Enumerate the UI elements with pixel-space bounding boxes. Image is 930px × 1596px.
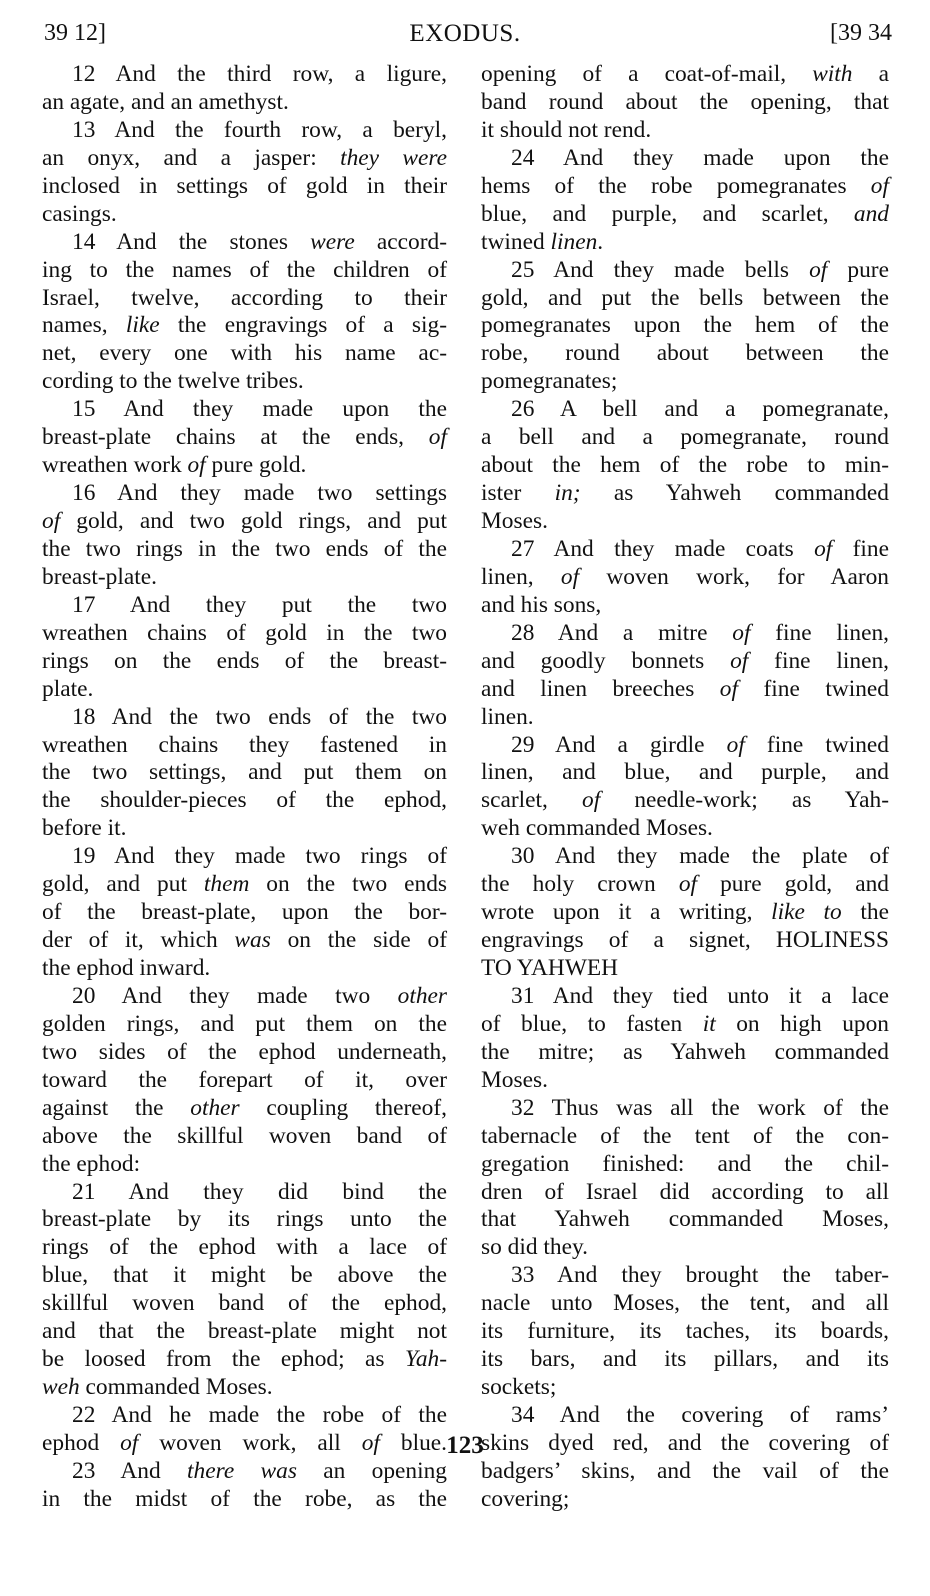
text-line: 20 And they made two other [72,982,447,1009]
text-line: opening of a coat-of-mail, with a [481,61,889,87]
text-line: 29 And a girdle of fine twined [511,731,889,758]
text-line: Israel, twelve, according to their [42,284,447,311]
text-line: wreathen chains of gold in the two [42,619,447,646]
text-line: of blue, to fasten it on high upon [481,1010,889,1037]
text-line: gold, and put them on the two ends [42,871,447,898]
text-line: a bell and a pomegranate, round [481,424,889,451]
text-line: blue, that it might be above the [42,1262,447,1289]
text-line: so did they. [481,1234,588,1261]
text-line: ister in; as Yahweh commanded [481,480,889,507]
text-line: 16 And they made two settings [72,480,447,507]
text-line: blue, and purple, and scarlet, and [481,200,889,227]
text-line: and linen breeches of fine twined [481,675,889,702]
text-line: weh commanded Moses. [481,815,713,842]
text-line: nacle unto Moses, the tent, and all [481,1290,889,1317]
text-line: pomegranates upon the hem of the [481,312,889,339]
text-line: its bars, and its pillars, and its [481,1346,889,1373]
text-line: inclosed in settings of gold in their [42,172,447,199]
left-text-column [42,61,447,1514]
text-line: band round about the opening, that [481,88,889,115]
text-line: weh commanded Moses. [42,1374,273,1401]
text-line: be loosed from the ephod; as Yah- [42,1346,447,1373]
right-text-column [481,61,889,1514]
text-line: gregation finished: and the chil- [481,1150,889,1177]
text-line: an agate, and an amethyst. [42,88,289,115]
text-line: 12 And the third row, a ligure, [72,61,447,87]
text-line: names, like the engravings of a sig- [42,312,448,339]
text-line: 27 And they made coats of fine [511,535,890,562]
text-line: scarlet, of needle-work; as Yah- [481,787,889,814]
text-line: 15 And they made upon the [72,396,447,423]
text-line: 30 And they made the plate of [511,843,889,870]
text-line: against the other coupling thereof, [42,1094,447,1121]
text-line: linen. [481,703,534,730]
text-line: wrote upon it a writing, like to the [481,899,889,926]
text-line: 33 And they brought the taber- [511,1262,889,1289]
text-line: its furniture, its taches, its boards, [481,1318,889,1345]
text-line: skillful woven band of the ephod, [42,1290,447,1317]
text-line: the two rings in the two ends of the [42,535,447,562]
text-line: 34 And the covering of rams’ [511,1402,889,1428]
header-verse-range-end: [39 34 [830,20,892,46]
text-line: TO YAHWEH [481,955,619,981]
text-line: 24 And they made upon the [511,144,889,171]
text-line: and goodly bonnets of fine linen, [481,647,889,674]
text-line: wreathen chains they fastened in [42,731,447,758]
text-line: golden rings, and put them on the [42,1010,447,1037]
text-line: 19 And they made two rings of [72,843,447,870]
text-line: pomegranates; [481,368,618,395]
text-line: 23 And there was an opening [72,1457,447,1484]
text-line: twined linen. [481,228,604,255]
text-line: of the breast-plate, upon the bor- [42,899,447,926]
text-line: about the hem of the robe to min- [481,452,889,479]
text-line: ing to the names of the children of [42,256,447,283]
text-line: plate. [42,675,94,702]
text-line: 14 And the stones were accord- [72,228,447,255]
header-verse-range-start: 39 12] [44,20,106,46]
text-line: the ephod: [42,1150,141,1177]
running-header [0,20,930,50]
text-line: before it. [42,815,127,842]
book-title: EXODUS. [409,20,521,47]
text-line: Moses. [481,1066,548,1093]
text-line: the holy crown of pure gold, and [481,871,889,898]
text-line: breast-plate by its rings unto the [42,1206,447,1233]
text-line: the two settings, and put them on [42,759,447,786]
text-line: der of it, which was on the side of [42,927,447,954]
text-line: Moses. [481,508,548,534]
text-line: the shoulder-pieces of the ephod, [42,787,447,814]
text-line: breast-plate. [42,563,157,590]
text-line: ephod of woven work, all of blue. [42,1429,447,1456]
text-line: badgers’ skins, and the vail of the [481,1457,889,1484]
text-line: above the skillful woven band of [42,1122,447,1149]
text-line: and his sons, [481,591,602,618]
text-line: linen, and blue, and purple, and [481,759,889,786]
text-line: an onyx, and a jasper: they were [42,144,448,171]
text-line: that Yahweh commanded Moses, [481,1206,889,1233]
text-line: skins dyed red, and the covering of [481,1429,889,1456]
text-line: of gold, and two gold rings, and put [42,508,447,534]
text-line: breast-plate chains at the ends, of [42,424,447,451]
text-line: hems of the robe pomegranates of [481,172,889,199]
text-line: robe, round about between the [481,340,889,367]
text-line: 31 And they tied unto it a lace [511,982,889,1009]
text-line: dren of Israel did according to all [481,1178,889,1205]
text-line: 13 And the fourth row, a beryl, [72,116,447,143]
text-line: toward the forepart of it, over [42,1066,447,1093]
text-line: 17 And they put the two [72,591,447,618]
text-line: and that the breast-plate might not [42,1318,447,1345]
text-line: gold, and put the bells between the [481,284,889,311]
text-line: 21 And they did bind the [72,1178,447,1205]
text-line: 18 And the two ends of the two [72,703,447,730]
text-line: casings. [42,200,117,227]
text-line: tabernacle of the tent of the con- [481,1122,889,1149]
text-line: cording to the twelve tribes. [42,368,304,395]
text-line: engravings of a signet, HOLINESS [481,927,889,954]
text-line: net, every one with his name ac- [42,340,447,367]
text-line: linen, of woven work, for Aaron [481,563,890,590]
text-line: the ephod inward. [42,955,211,981]
text-line: the mitre; as Yahweh commanded [481,1038,889,1065]
text-line: 22 And he made the robe of the [72,1402,447,1428]
text-line: wreathen work of pure gold. [42,452,307,479]
text-line: 26 A bell and a pomegranate, [511,396,889,423]
text-line: two sides of the ephod underneath, [42,1038,447,1065]
page-number: 123 [446,1432,484,1459]
text-line: it should not rend. [481,116,652,143]
text-line: covering; [481,1485,570,1512]
text-line: 28 And a mitre of fine linen, [511,619,889,646]
text-line: in the midst of the robe, as the [42,1485,447,1512]
text-line: rings on the ends of the breast- [42,647,447,674]
text-line: rings of the ephod with a lace of [42,1234,447,1261]
text-line: sockets; [481,1374,557,1401]
text-line: 32 Thus was all the work of the [511,1094,889,1121]
text-line: 25 And they made bells of pure [511,256,889,283]
